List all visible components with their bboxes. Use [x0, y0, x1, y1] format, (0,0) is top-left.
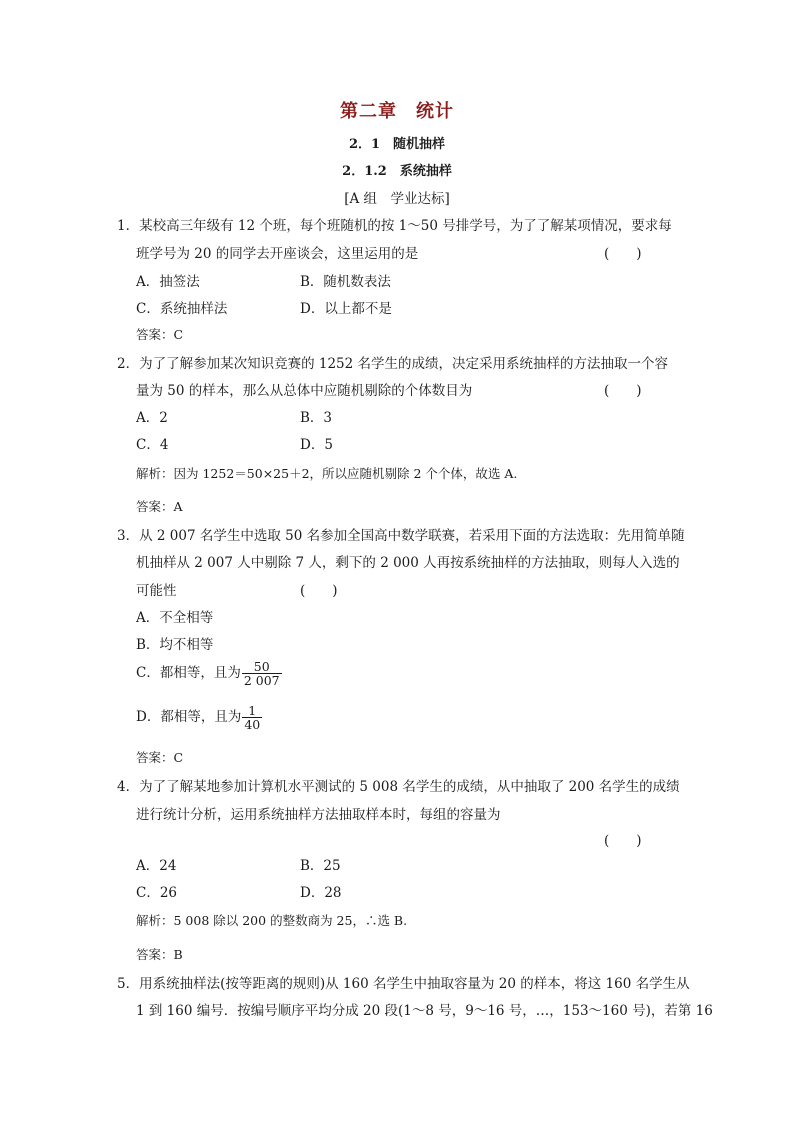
q1-option-d: D．以上都不是 [300, 301, 392, 317]
q4-answer-paren: ( ) [604, 833, 642, 849]
q4-option-a: A．24 [136, 858, 177, 874]
q3-option-c-denominator: 2 007 [243, 673, 280, 689]
q5-line1: 5．用系统抽样法(按等距离的规则)从 160 名学生中抽取容量为 20 的样本，将这 160 名学生从 [117, 976, 690, 992]
q3-answer: 答案：C [136, 750, 184, 765]
q5-line2: 1 到 160 编号．按编号顺序平均分成 20 段(1～8 号，9～16 号，…，153～160 号)，若第 16 [136, 1003, 713, 1019]
q4-analysis: 解析：5 008 除以 200 的整数商为 25，∴选 B. [136, 913, 408, 928]
q4-line2: 进行统计分析，运用系统抽样方法抽取样本时，每组的容量为 [136, 807, 501, 823]
q2-option-c: C．4 [136, 437, 169, 453]
q4-answer: 答案：B [136, 947, 183, 962]
q2-analysis: 解析：因为 1252＝50×25＋2，所以应随机剔除 2 个个体，故选 A. [136, 466, 518, 481]
subsection-title: 2．1.2 系统抽样 [342, 164, 452, 179]
chapter-title: 第二章 统计 [340, 101, 454, 122]
q2-option-b: B．3 [300, 410, 333, 426]
q3-option-d-fraction [242, 704, 262, 731]
section-title: 2．1 随机抽样 [348, 137, 446, 152]
q2-line1: 2．为了了解参加某次知识竞赛的 1252 名学生的成绩，决定采用系统抽样的方法抽取一个容 [117, 356, 669, 372]
q4-line1: 4．为了了解某地参加计算机水平测试的 5 008 名学生的成绩，从中抽取了 200 名学生的成绩 [117, 779, 680, 795]
q1-option-c: C．系统抽样法 [136, 301, 228, 317]
q3-option-a: A．不全相等 [136, 610, 214, 626]
q4-option-d: D．28 [300, 885, 342, 901]
q2-option-a: A．2 [136, 410, 168, 426]
q3-answer-paren: ( ) [300, 583, 338, 599]
q3-line3: 可能性 [136, 583, 177, 599]
q1-line1: 1．某校高三年级有 12 个班，每个班随机的按 1～50 号排学号，为了了解某项情况，要求每 [117, 218, 672, 234]
q4-option-b: B．25 [300, 858, 341, 874]
q3-option-c [136, 660, 282, 687]
q3-option-c-text: C．都相等，且为 [136, 665, 241, 682]
q1-line2: 班学号为 20 的同学去开座谈会，这里运用的是 [136, 246, 419, 262]
q1-answer-paren: ( ) [604, 246, 642, 262]
q2-answer: 答案：A [136, 499, 183, 514]
q3-option-b: B．均不相等 [136, 637, 214, 653]
q3-option-c-numerator: 50 [253, 659, 270, 674]
q2-option-d: D．5 [300, 437, 333, 453]
q1-answer: 答案：C [136, 327, 184, 342]
q2-line2: 量为 50 的样本，那么从总体中应随机剔除的个体数目为 [136, 383, 473, 399]
q3-line2: 机抽样从 2 007 人中剔除 7 人，剩下的 2 000 人再按系统抽样的方法抽取，则每人入选的 [136, 555, 680, 571]
q3-line1: 3．从 2 007 名学生中选取 50 名参加全国高中数学联赛，若采用下面的方法选取：先用简单随 [117, 528, 685, 544]
exercise-group-label: [A 组 学业达标] [344, 191, 450, 207]
q3-option-d-denominator: 40 [244, 717, 261, 733]
q2-answer-paren: ( ) [604, 383, 642, 399]
q1-option-b: B．随机数表法 [300, 274, 391, 290]
q3-option-c-fraction [242, 660, 282, 687]
q3-option-d-numerator: 1 [248, 703, 257, 718]
q1-option-a: A．抽签法 [136, 274, 200, 290]
q3-option-d [136, 704, 262, 731]
q4-option-c: C．26 [136, 885, 178, 901]
q3-option-d-text: D．都相等，且为 [136, 709, 242, 726]
